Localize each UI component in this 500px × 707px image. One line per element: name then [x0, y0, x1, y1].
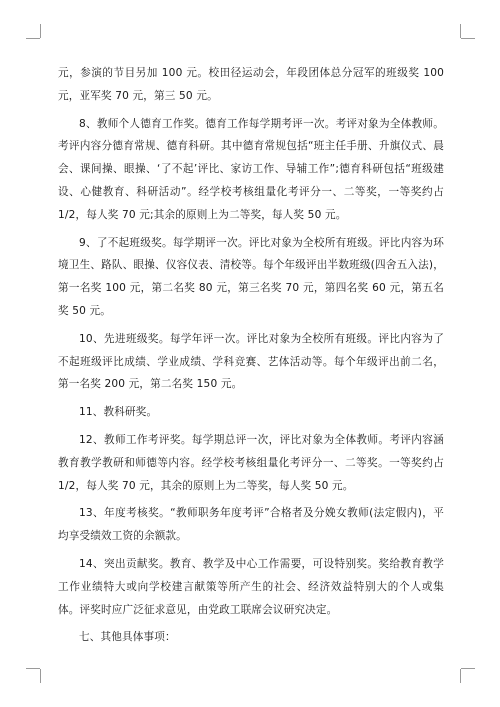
paragraph-item-10: 10、先进班级奖。每学年评一次。评比对象为全校所有班级。评比内容为了不起班级评比成绩、学业成绩、学科竞赛、艺体活动等。每个年级评出前二名，第一名奖 200 元，第二名奖 150 元。: [58, 332, 444, 391]
section-heading-other-matters: 七、其他具体事项：: [79, 631, 176, 644]
paragraph-item-14: 14、突出贡献奖。教育、教学及中心工作需要，可设特别奖。奖给教育教学工作业绩特大或向学校建言献策等所产生的社会、经济效益特别大的个人或集体。评奖时应广泛征求意见，由党政工联席会议研究决定。: [58, 557, 444, 616]
paragraph-item-13: 13、年度考核奖。“教师职务年度考评”合格者及分娩女教师(法定假内)，平均享受绩效工资的余额款。: [58, 507, 444, 543]
paragraph-item-8: 8、教师个人德育工作奖。德育工作每学期考评一次。考评对象为全体教师。考评内容分德育常规、德育科研。其中德育常规包括“班主任手册、升旗仪式、晨会、课间操、眼操、‘了不起’评比、家访工作、导辅工作”;德育科研包括“班级建设、心健教育、科研活动”。经学校考核组量化考评分一、二等奖，一等奖约占 1/2，每人奖 70 元;其余的原则上为二等奖，每人奖 50 元。: [58, 117, 444, 221]
paragraph-item-11: 11、教科研奖。: [79, 406, 158, 419]
paragraph-continuation: 元，参演的节目另加 100 元。校田径运动会，年段团体总分冠军的班级奖 100 元，亚军奖 70 元，第三 50 元。: [58, 67, 444, 102]
paragraph-item-12: 12、教师工作考评奖。每学期总评一次，评比对象为全体教师。考评内容涵教育教学教研和师德等内容。经学校考核组量化考评分一、二等奖。一等奖约占 1/2，每人奖 70 元，其余的原则上为二等奖，每人奖 50 元。: [58, 433, 444, 492]
document-body: [58, 62, 444, 654]
paragraph-item-9: 9、了不起班级奖。每学期评一次。评比对象为全校所有班级。评比内容为环境卫生、路队、眼操、仪容仪表、清校等。每个年级评出半数班级(四舍五入法)，第一名奖 100 元，第二名奖 80 元，第三名奖 70 元，第四名奖 60 元，第五名奖 50 元。: [58, 236, 444, 317]
